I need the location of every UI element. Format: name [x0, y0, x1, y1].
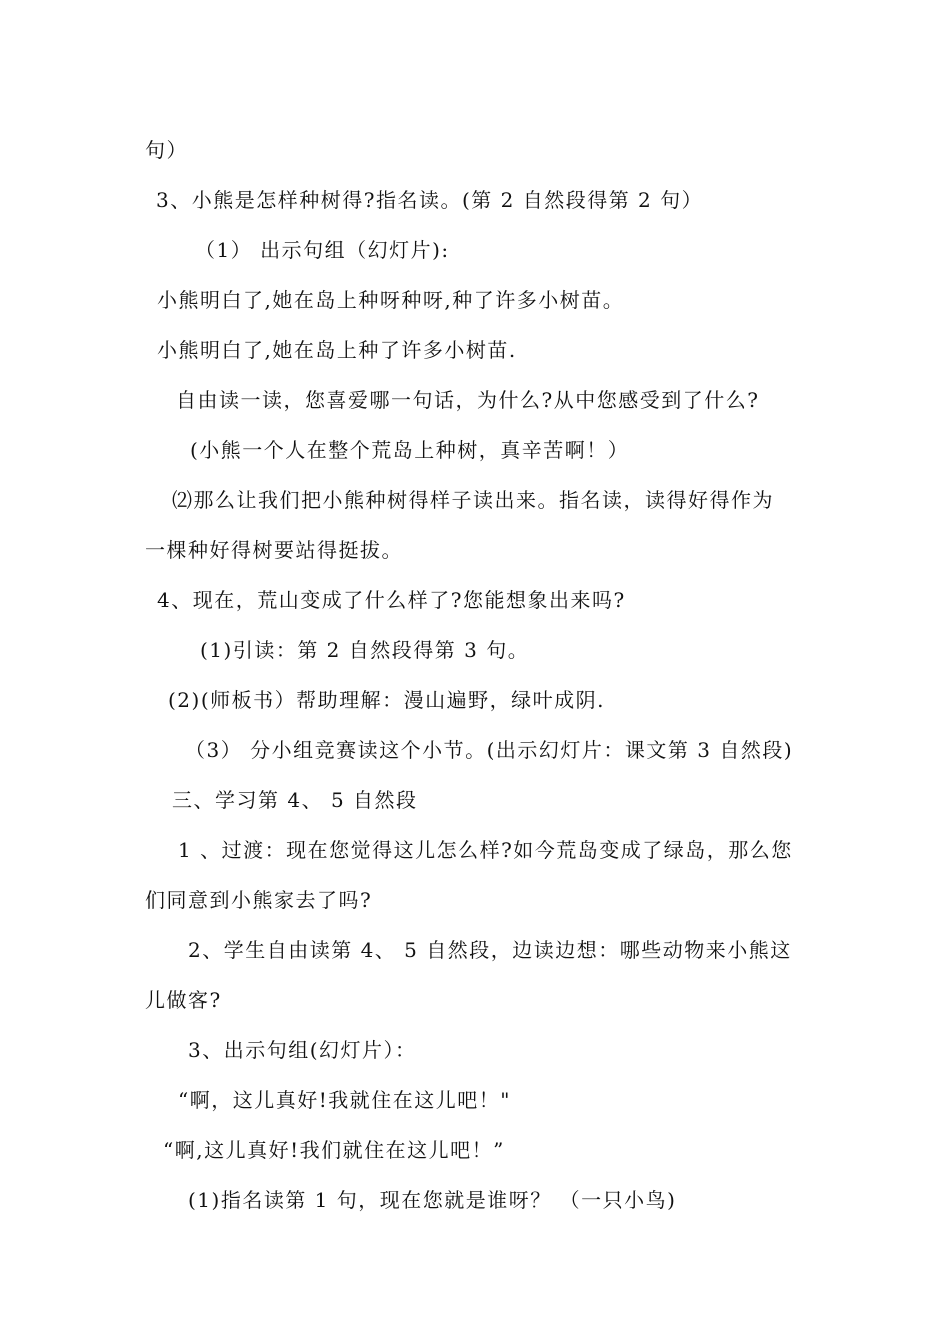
- text-line: 儿做客?: [145, 988, 222, 1012]
- text-line: 句）: [145, 138, 188, 162]
- text-line: 一棵种好得树要站得挺拔。: [145, 538, 403, 562]
- text-line: 2、学生自由读第 4、 5 自然段，边读边想：哪些动物来小熊这: [188, 938, 792, 962]
- text-line: (小熊一个人在整个荒岛上种树，真辛苦啊！）: [190, 438, 630, 462]
- text-line: ⑵那么让我们把小熊种树得样子读出来。指名读，读得好得作为: [172, 488, 774, 512]
- text-line: 1 、过渡：现在您觉得这儿怎么样?如今荒岛变成了绿岛，那么您: [178, 838, 793, 862]
- text-line: 们同意到小熊家去了吗?: [145, 888, 373, 912]
- text-line: 3、小熊是怎样种树得?指名读。(第 2 自然段得第 2 句）: [156, 188, 704, 212]
- text-line: “啊，这儿真好!我就住在这儿吧！": [178, 1088, 511, 1112]
- text-line: （1） 出示句组（幻灯片):: [195, 238, 450, 262]
- text-line: 3、出示句组(幻灯片）：: [188, 1038, 417, 1062]
- text-line: 三、学习第 4、 5 自然段: [172, 788, 418, 812]
- text-line: 自由读一读，您喜爱哪一句话，为什么?从中您感受到了什么?: [176, 388, 760, 412]
- text-line: “啊,这儿真好!我们就住在这儿吧！”: [163, 1138, 505, 1162]
- text-line: (1)指名读第 1 句，现在您就是谁呀？ （一只小鸟): [188, 1188, 677, 1212]
- text-line: (1)引读：第 2 自然段得第 3 句。: [200, 638, 530, 662]
- text-line: 4、现在，荒山变成了什么样了?您能想象出来吗?: [157, 588, 626, 612]
- text-line: 小熊明白了,她在岛上种呀种呀,种了许多小树苗。: [157, 288, 625, 312]
- text-line: 小熊明白了,她在岛上种了许多小树苗.: [157, 338, 517, 362]
- text-line: (2)(师板书）帮助理解：漫山遍野，绿叶成阴.: [168, 688, 605, 712]
- text-line: （3） 分小组竞赛读这个小节。(出示幻灯片：课文第 3 自然段): [185, 738, 794, 762]
